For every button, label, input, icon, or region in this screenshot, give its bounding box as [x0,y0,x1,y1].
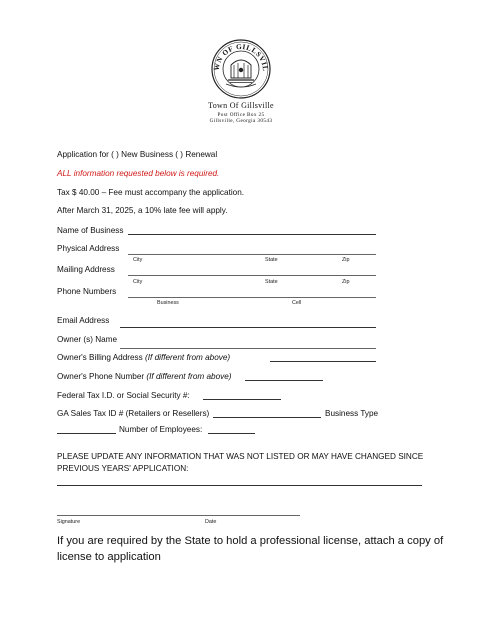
billing-address-note: (If different from above) [145,353,231,362]
mailing-address-field[interactable] [128,275,376,276]
num-employees-field[interactable] [208,433,255,434]
physical-zip-label: Zip [342,257,350,263]
signature-field[interactable] [57,515,300,516]
phone-numbers-field[interactable] [128,297,376,298]
phone-business-label: Business [157,300,179,306]
date-label: Date [205,519,217,525]
email-address-field[interactable] [120,327,376,328]
business-type-label: Business Type [325,409,379,418]
billing-address-field[interactable] [270,361,376,362]
owner-name-field[interactable] [120,348,376,349]
mailing-city-label: City [133,279,143,285]
address-line-1: Post Office Box 25 [217,112,265,118]
email-address-label: Email Address [57,316,110,325]
license-notice-line-1: If you are required by the State to hold a professional license, attach a copy of [57,535,444,547]
svg-text:TOWN OF GILLSVILLE [210,38,269,72]
late-fee-line: After March 31, 2025, a 10% late fee will apply. [57,206,228,215]
phone-cell-label: Cell [292,300,302,306]
update-notice-line-1: PLEASE UPDATE ANY INFORMATION THAT WAS NOT LISTED OR MAY HAVE CHANGED SINCE [57,452,424,461]
owner-phone-field[interactable] [245,380,323,381]
physical-address-field[interactable] [128,254,376,255]
mailing-address-label: Mailing Address [57,265,115,274]
application-for-line: Application for ( ) New Business ( ) Renewal [57,150,218,159]
name-of-business-label: Name of Business [57,226,124,235]
town-name: Town Of Gillsville [208,101,274,110]
billing-address-label: Owner's Billing Address [57,353,143,362]
phone-numbers-label: Phone Numbers [57,287,117,296]
owner-name-label: Owner (s) Name [57,335,118,344]
required-notice: ALL information requested below is required. [57,169,220,178]
mailing-zip-label: Zip [342,279,350,285]
update-info-field[interactable] [57,485,422,486]
ga-sales-tax-label: GA Sales Tax ID # (Retailers or Resellers) [57,409,210,418]
address-line-2: Gillsville, Georgia 30543 [209,118,273,124]
update-notice-line-2: PREVIOUS YEARS' APPLICATION: [57,464,189,473]
federal-tax-field[interactable] [203,399,281,400]
physical-address-label: Physical Address [57,244,120,253]
business-type-field[interactable] [57,433,116,434]
name-of-business-field[interactable] [128,234,376,235]
license-notice-line-2: license to application [57,550,161,563]
ga-sales-tax-field[interactable] [213,417,321,418]
owner-phone-row [57,372,232,382]
physical-state-label: State [265,257,278,263]
physical-city-label: City [133,257,143,263]
mailing-state-label: State [265,279,278,285]
billing-address-row [57,353,230,363]
num-employees-label: Number of Employees: [119,425,203,434]
seal-text: WN OF GILLSVIL [212,42,270,72]
owner-phone-note: (If different from above) [146,372,232,381]
license-notice [57,534,444,565]
town-seal [210,38,272,100]
owner-phone-label: Owner's Phone Number [57,372,145,381]
tax-line: Tax $ 40.00 – Fee must accompany the application. [57,188,245,197]
federal-tax-label: Federal Tax I.D. or Social Security #: [57,391,190,400]
signature-label: Signature [57,519,81,525]
